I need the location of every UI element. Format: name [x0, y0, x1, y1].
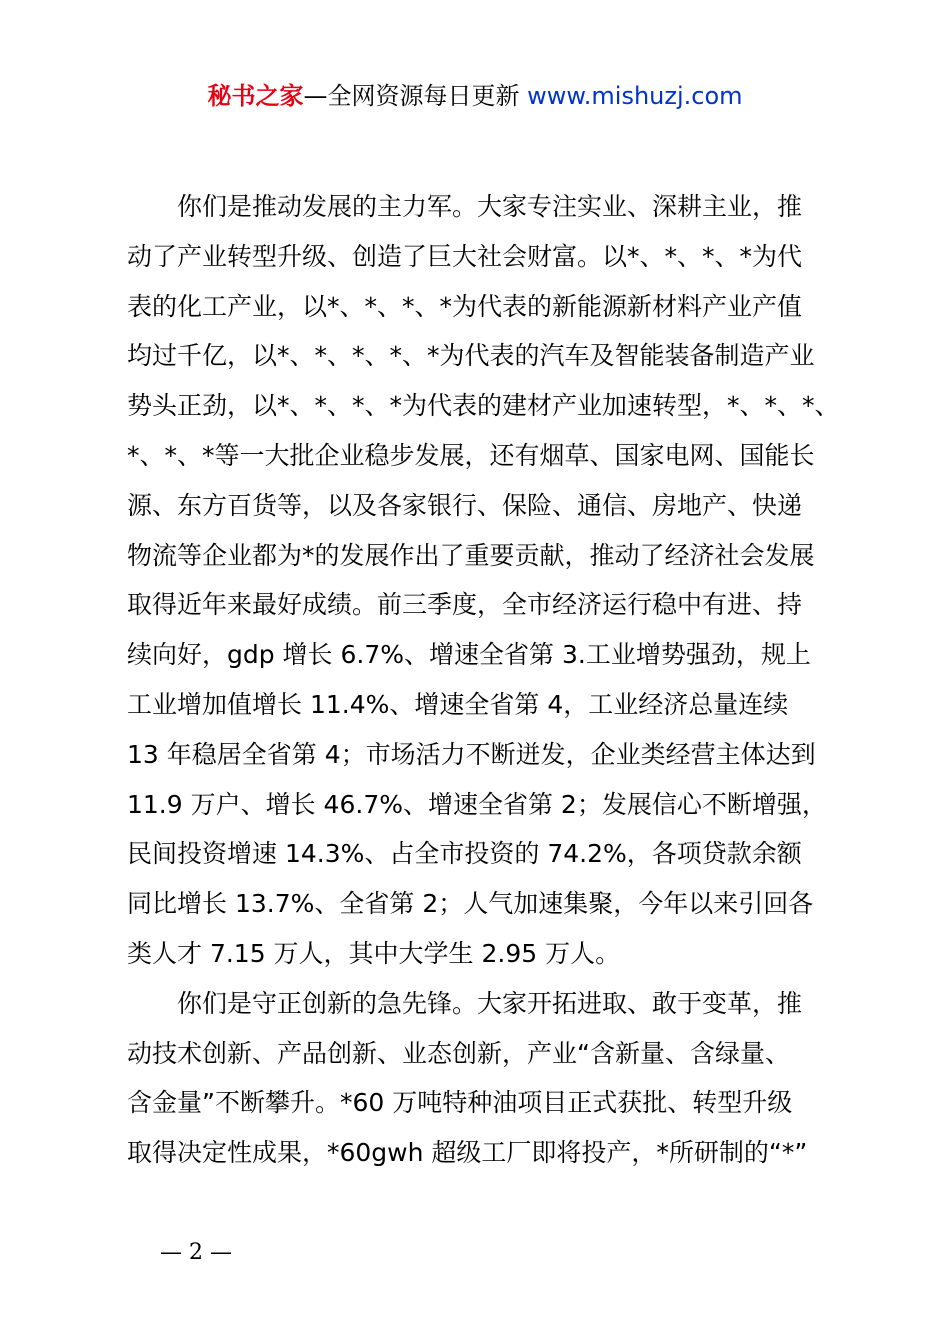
text-line: 同比增长 13.7%、全省第 2；人气加速集聚，今年以来引回各: [127, 889, 814, 919]
text-line: 取得近年来最好成绩。前三季度，全市经济运行稳中有进、持: [127, 590, 803, 620]
document-body: [127, 182, 840, 1178]
site-url-link[interactable]: www.mishuzj.com: [527, 82, 743, 110]
text-line: 民间投资增速 14.3%、占全市投资的 74.2%，各项贷款余额: [127, 839, 802, 869]
site-brand: 秘书之家: [207, 82, 304, 110]
text-line: 动技术创新、产品创新、业态创新，产业“含新量、含绿量、: [127, 1038, 790, 1068]
text-line: 11.9 万户、增长 46.7%、增速全省第 2；发展信心不断增强，: [127, 789, 827, 819]
text-line: 含金量”不断攀升。*60 万吨特种油项目正式获批、转型升级: [127, 1088, 793, 1118]
site-header: [0, 80, 950, 112]
text-line: 表的化工产业，以*、*、*、*为代表的新能源新材料产业产值: [127, 291, 803, 321]
text-line: 你们是推动发展的主力军。大家专注实业、深耕主业，推: [177, 192, 803, 221]
page-number: — 2 —: [160, 1240, 232, 1265]
text-line: 续向好，gdp 增长 6.7%、增速全省第 3.工业增势强劲，规上: [127, 640, 811, 670]
text-line: 类人才 7.15 万人，其中大学生 2.95 万人。: [127, 938, 621, 968]
text-line: 你们是守正创新的急先锋。大家开拓进取、敢于变革，推: [177, 988, 803, 1018]
site-tagline: —全网资源每日更新: [303, 82, 520, 110]
text-line: 工业增加值增长 11.4%、增速全省第 4，工业经济总量连续: [127, 689, 789, 719]
text-line: 均过千亿，以*、*、*、*、*为代表的汽车及智能装备制造产业: [127, 341, 815, 371]
text-line: *、*、*等一大批企业稳步发展，还有烟草、国家电网、国能长: [127, 440, 815, 470]
text-line: 源、东方百货等，以及各家银行、保险、通信、房地产、快递: [127, 490, 803, 520]
text-line: 势头正劲，以*、*、*、*为代表的建材产业加速转型，*、*、*、: [127, 391, 840, 421]
text-line: 13 年稳居全省第 4；市场活力不断迸发，企业类经营主体达到: [127, 739, 816, 769]
text-line: 动了产业转型升级、创造了巨大社会财富。以*、*、*、*为代: [127, 241, 803, 271]
paragraph-2: [127, 979, 833, 1178]
text-line: 物流等企业都为*的发展作出了重要贡献，推动了经济社会发展: [127, 540, 815, 570]
text-line: 取得决定性成果，*60gwh 超级工厂即将投产，*所研制的“*”: [127, 1138, 808, 1168]
paragraph-1: [127, 182, 840, 979]
